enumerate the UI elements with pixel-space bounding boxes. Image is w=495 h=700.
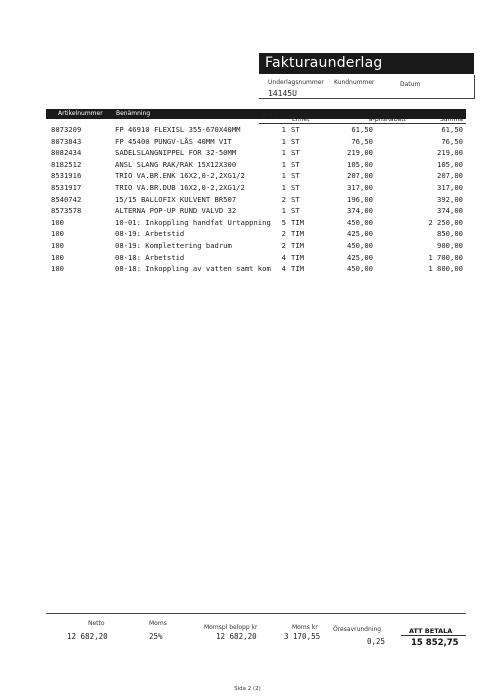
row-benamning: 10-01: Inkoppling handfat Urtappning [115,217,271,227]
row-antal: 1 [281,171,286,181]
row-apris: 207,00 [347,171,373,181]
row-enhet: TIM [291,217,304,227]
table-row [0,263,495,275]
row-summa: 2 250,00 [428,217,463,227]
table-row [0,228,495,240]
table-row [0,182,495,194]
row-antal: 2 [281,240,286,250]
row-benamning: SADELSLANGNIPPEL FOR 32-50MM [115,148,237,158]
row-enhet: ST [291,194,300,204]
line-items [0,124,495,275]
row-benamning: FP 46910 FLEXISL 355-670X40MM [115,125,241,134]
row-apris: 76,50 [351,136,373,146]
row-antal: 2 [281,194,286,204]
kundnummer-label: Kundnummer [334,79,375,86]
col-rabatt: Rabatt [386,116,406,123]
row-antal: 1 [281,159,286,169]
row-antal: 5 [281,217,286,227]
row-benamning: 08-19: Komplettering badrum [115,240,232,250]
row-antal: 1 [281,206,286,216]
row-apris: 196,00 [347,194,373,204]
row-summa: 850,00 [437,229,463,239]
row-enhet: TIM [291,240,304,250]
oresavrundning-value: 0,25 [367,637,386,646]
row-benamning: 08-18: Arbetstid [115,252,185,262]
row-apris: 374,00 [347,206,373,216]
row-apris: 450,00 [347,240,373,250]
row-summa: 207,00 [437,171,463,181]
row-artikelnummer: 100 [51,217,64,227]
column-header-subbar [259,117,466,124]
row-artikelnummer: 8573578 [51,206,82,216]
col-enhet: Enhet [292,116,310,123]
row-benamning: ALTERNA POP-UP RUND VALVD 32 [115,206,237,216]
table-row [0,217,495,229]
datum-label: Datum [400,81,421,88]
row-apris: 450,00 [347,217,373,227]
row-apris: 450,00 [347,264,373,274]
table-row [0,205,495,217]
row-antal: 4 [281,252,286,262]
moms-kr-label: Moms kr [292,624,318,631]
underlagsnummer-label: Underlagsnummer [268,79,324,86]
table-row [0,194,495,206]
row-enhet: ST [291,182,300,192]
row-antal: 1 [281,136,286,146]
row-artikelnummer: 8531917 [51,182,82,192]
row-enhet: TIM [291,229,304,239]
moms-value: 25% [149,632,163,641]
row-enhet: TIM [291,252,304,262]
table-row [0,170,495,182]
row-artikelnummer: 8073843 [51,136,82,146]
row-artikelnummer: 8073209 [51,125,82,134]
moms-kr-value: 3 170,55 [284,632,321,641]
table-row [0,136,495,148]
row-benamning: ANSL SLANG RAK/RAK 15X12X300 [115,159,237,169]
att-betala-label: ATT BETALA [409,627,453,635]
row-enhet: ST [291,136,300,146]
row-antal: 1 [281,182,286,192]
row-summa: 105,00 [437,159,463,169]
row-apris: 219,00 [347,148,373,158]
row-benamning: 15/15 BALLOFIX KULVENT BR507 [115,194,237,204]
col-apris: à-pris [369,116,386,123]
table-row [0,124,495,136]
col-summa: Summa [440,116,463,123]
row-summa: 1 700,00 [428,252,463,262]
row-benamning: TRIO VA.BR.DUB 16X2,0-2,2XG1/2 [115,182,245,192]
row-enhet: ST [291,206,300,216]
row-apris: 317,00 [347,182,373,192]
table-row [0,252,495,264]
table-row [0,159,495,171]
momspl-belopp-label: Momspl belopp kr [204,624,258,631]
col-antal: Antal [262,113,278,120]
row-artikelnummer: 100 [51,240,64,250]
moms-label: Moms [149,620,167,627]
row-enhet: ST [291,125,300,134]
row-summa: 392,00 [437,194,463,204]
row-summa: 374,00 [437,206,463,216]
row-antal: 1 [281,125,286,134]
row-benamning: 08-19: Arbetstid [115,229,185,239]
row-summa: 76,50 [441,136,463,146]
row-antal: 2 [281,229,286,239]
row-benamning: 08-18: Inkoppling av vatten samt kom [115,264,271,274]
col-artikelnummer: Artikelnummer [58,110,103,117]
document-title: Fakturaunderlag [259,53,474,74]
row-enhet: ST [291,171,300,181]
row-summa: 219,00 [437,148,463,158]
underlagsnummer-value: 14145U [268,89,297,98]
row-antal: 4 [281,264,286,274]
table-row [0,240,495,252]
netto-value: 12 682,20 [67,632,108,641]
footer-divider [46,613,466,614]
row-enhet: ST [291,159,300,169]
row-enhet: TIM [291,264,304,274]
table-row [0,147,495,159]
oresavrundning-label: Öresavrundning [333,626,382,633]
row-summa: 900,00 [437,240,463,250]
row-antal: 1 [281,148,286,158]
row-apris: 425,00 [347,229,373,239]
row-apris: 425,00 [347,252,373,262]
row-benamning: TRIO VA.BR.ENK 16X2,0-2,2XG1/2 [115,171,245,181]
row-benamning: FP 45400 PUNGV-LÅS 40MM VIT [115,136,232,146]
row-summa: 1 800,00 [428,264,463,274]
row-artikelnummer: 8082434 [51,148,82,158]
row-artikelnummer: 8540742 [51,194,82,204]
netto-label: Netto [88,620,105,627]
row-artikelnummer: 8531916 [51,171,82,181]
att-betala-divider [401,635,466,636]
row-artikelnummer: 100 [51,229,64,239]
row-artikelnummer: 100 [51,252,64,262]
row-enhet: ST [291,148,300,158]
momspl-belopp-value: 12 682,20 [216,632,257,641]
row-summa: 317,00 [437,182,463,192]
page-number: Sida 2 (2) [234,686,261,692]
row-apris: 105,00 [347,159,373,169]
row-apris: 61,50 [351,125,373,134]
row-artikelnummer: 100 [51,264,64,274]
row-summa: 61,50 [441,125,463,134]
col-benamning: Benämning [116,110,151,117]
att-betala-value: 15 852,75 [411,638,459,648]
row-artikelnummer: 8182512 [51,159,82,169]
